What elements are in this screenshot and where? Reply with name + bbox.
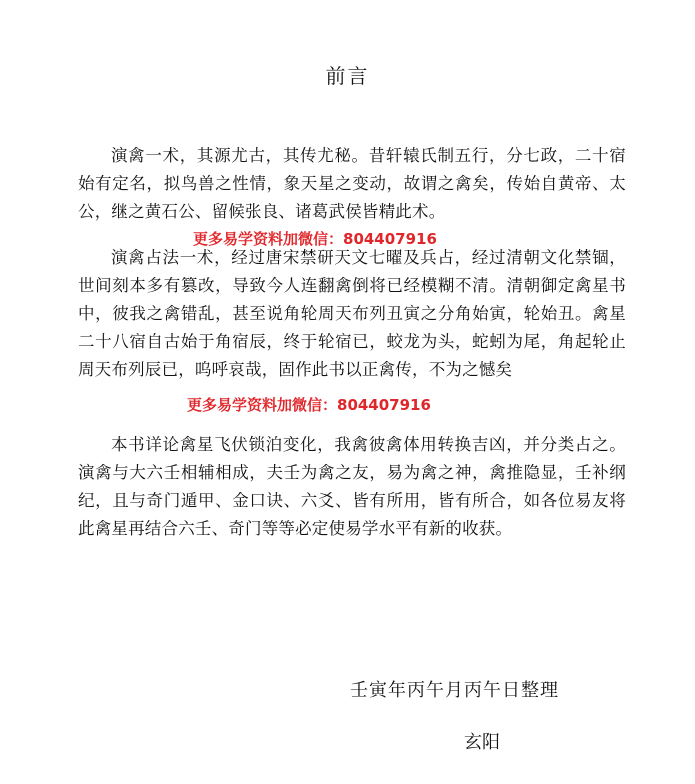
page-title: 前言 — [325, 64, 370, 88]
paragraph-3: 本书详论禽星飞伏锁泊变化，我禽彼禽体用转换吉凶，并分类占之。演禽与大六壬相辅相成，夫壬为禽之友，易为禽之神，禽推隐显，壬补纲纪，且与奇门遁甲、金口诀、六爻、皆有所用，皆有所合，如各位易友将此禽星再结合六壬、奇门等等必定使易学水平有新的收获。 — [78, 435, 626, 538]
signature-date: 壬寅年丙午月丙午日整理 — [350, 680, 559, 701]
paragraph-1: 演禽一术，其源尤古，其传尤秘。昔轩辕氏制五行，分七政，二十宿始有定名，拟鸟兽之性情，象天星之变动，故谓之禽矣，传始自黄帝、太公，继之黄石公、留候张良、诸葛武侯皆精此术。 — [78, 146, 626, 221]
paragraph-2: 演禽占法一术，经过唐宋禁研天文七曜及兵占，经过清朝文化禁锢，世间刻本多有篡改，导致今人连翻禽倒将已经模糊不清。清朝御定禽星书中，彼我之禽错乱，甚至说角轮周天布列丑寅之分角始寅，轮始丑。禽星二十八宿自古始于角宿辰，终于轮宿已，蛟龙为头，蛇蚓为尾，角起轮止周天布列辰已，呜呼哀哉，固作此书以正禽传，不为之憾矣 — [78, 248, 626, 379]
watermark-text: 更多易学资料加微信：804407916 — [187, 396, 431, 414]
watermark-text: 更多易学资料加微信：804407916 — [193, 230, 437, 248]
signature-author: 玄阳 — [464, 732, 500, 753]
